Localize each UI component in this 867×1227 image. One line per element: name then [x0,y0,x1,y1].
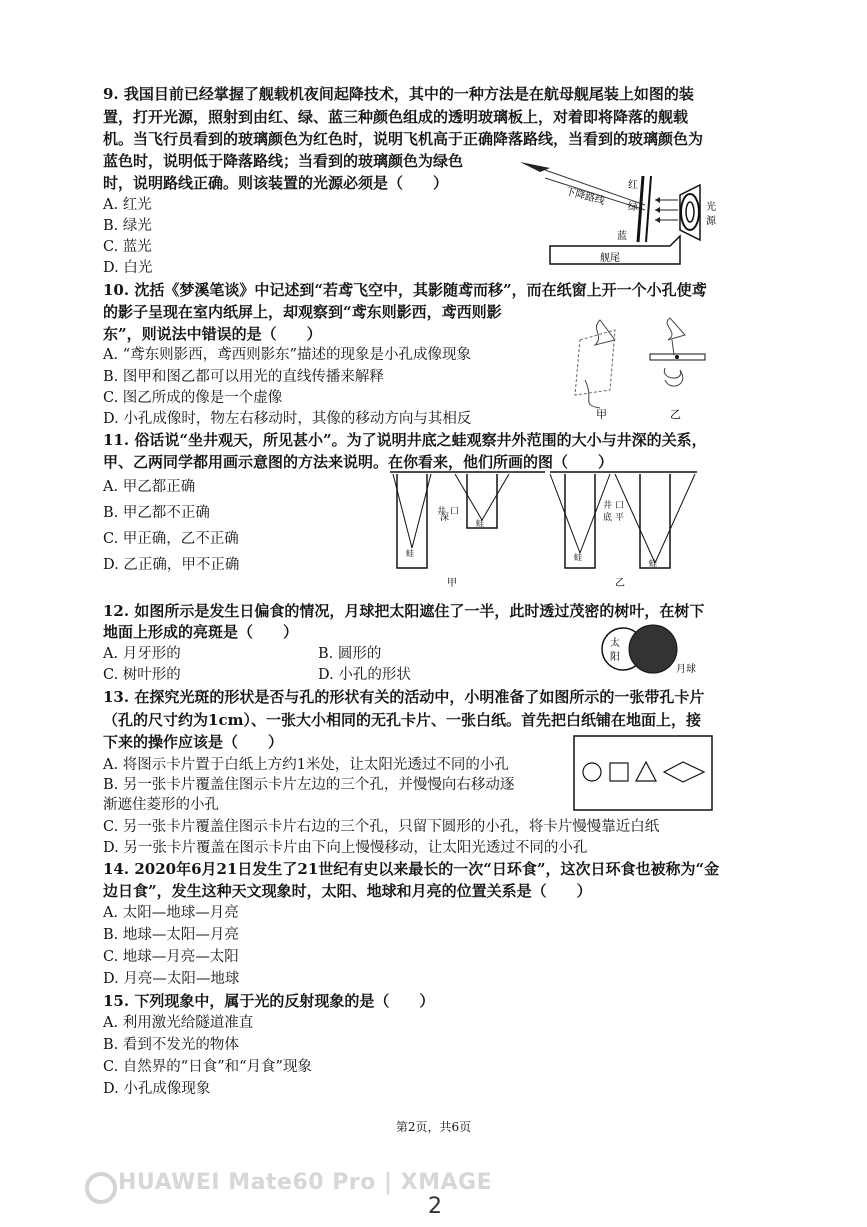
q13-line-1: 13. 在探究光斑的形状是否与孔的形状有关的活动中，小明准备了如图所示的一张带孔卡片 [103,688,705,706]
q10-option-a: A. “鸢东则影西，鸢西则影东”描述的现象是小孔成像现象 [103,347,472,363]
q10-line-1: 10. 沈括《梦溪笔谈》中记述到“若鸢飞空中，其影随鸢而移”，而在纸窗上开一个小孔使鸢 [103,281,707,299]
q15-option-a: A. 利用激光给隧道准直 [103,1015,254,1031]
q14-option-b: B. 地球—太阳—月亮 [103,927,239,943]
q9-line-4: 蓝色时，说明低于降落路线；当看到的玻璃颜色为绿色 [103,152,464,170]
q9-label-blue: 蓝 [617,231,627,242]
q13-card-figure [572,734,714,812]
q11-line-1: 11. 俗话说“坐井观天，所见甚小”。为了说明井底之蛙观察井外范围的大小与井深的关系， [103,431,707,449]
q9-line-3: 机。当飞行员看到的玻璃颜色为红色时，说明飞机高于正确降落路线，当看到的玻璃颜色为 [103,130,704,148]
q9-option-a: A. 红光 [103,197,152,213]
q13-option-d: D. 另一张卡片覆盖在图示卡片由下向上慢慢移动，让太阳光透过不同的小孔 [103,840,588,856]
svg-text:深: 深 [440,513,450,523]
watermark-logo-icon [85,1172,117,1204]
q11-option-d: D. 乙正确，甲不正确 [103,557,240,573]
page-number: 2 [428,1194,442,1219]
q15-option-d: D. 小孔成像现象 [103,1081,211,1097]
svg-text:蛙: 蛙 [476,519,484,528]
q12-label-sun-2: 阳 [610,652,620,663]
q9-label-red: 红 [628,180,638,191]
q15-option-b: B. 看到不发光的物体 [103,1037,239,1053]
q9-line-2: 置，打开光源，照射到由红、绿、蓝三种颜色组成的透明玻璃板上，对着即将降落的舰载 [103,108,689,126]
q9-label-green: 绿 [628,202,638,213]
q13-option-b: B. 另一张卡片覆盖住图示卡片左边的三个孔，并慢慢向右移动逐 [103,777,515,793]
q14-line-2: 边日食”，发生这种天文现象时，太阳、地球和月亮的位置关系是（ ） [103,882,592,900]
q10-option-d: D. 小孔成像时，物左右移动时，其像的移动方向与其相反 [103,411,472,427]
q14-option-d: D. 月亮—太阳—地球 [103,971,240,987]
q9-option-c: C. 蓝光 [103,239,152,255]
q10-label-yi: 乙 [670,408,681,420]
q15-line-1: 15. 下列现象中，属于光的反射现象的是（ ） [103,992,435,1010]
page-footer: 第2页，共6页 [395,1120,472,1134]
q9-option-b: B. 绿光 [103,218,152,234]
q9-line-1: 9. 我国目前已经掌握了舰载机夜间起降技术，其中的一种方法是在航母舰尾装上如图的装 [103,85,694,103]
svg-text:口: 口 [448,506,458,515]
q11-well-figure [385,468,705,590]
q10-line-2: 的影子呈现在室内纸屏上，却观察到“鸢东则影西，鸢西则影 [103,303,502,321]
q9-label-stern: 舰尾 [600,253,620,264]
q13-option-c: C. 另一张卡片覆盖住图示卡片右边的三个孔，只留下圆形的小孔，将卡片慢慢靠近白纸 [103,819,660,835]
q11-option-b: B. 甲乙都不正确 [103,505,210,521]
svg-text:蛙: 蛙 [406,549,414,558]
q9-label-source-1: 光 [706,202,716,213]
q13-option-a: A. 将图示卡片置于白纸上方约1米处，让太阳光透过不同的小孔 [103,757,509,773]
q10-label-jia: 甲 [596,408,607,420]
svg-text:平: 平 [615,513,625,523]
q11-label-1: 井 [435,506,445,515]
svg-text:底: 底 [603,513,613,523]
q12-option-c: C. 树叶形的 [103,667,181,683]
q12-option-a: A. 月牙形的 [103,646,181,662]
q12-line-1: 12. 如图所示是发生日偏食的情况，月球把太阳遮住了一半，此时透过茂密的树叶，在树下 [103,602,705,620]
q14-option-c: C. 地球—月亮—太阳 [103,949,239,965]
q13-line-3: 下来的操作应该是（ ） [103,733,284,751]
q12-option-d: D. 小孔的形状 [318,667,411,683]
svg-text:井: 井 [603,501,613,511]
q11-label-yi: 乙 [615,578,625,589]
q11-option-a: A. 甲乙都正确 [103,479,196,495]
q10-option-b: B. 图甲和图乙都可以用光的直线传播来解释 [103,369,384,385]
svg-text:口: 口 [615,501,625,511]
q11-line-2: 甲、乙两同学都用画示意图的方法来说明。在你看来，他们所画的图（ ） [103,453,614,471]
q9-landing-figure [510,150,725,268]
q12-label-sun-1: 太 [610,638,620,649]
q10-kite-figure [560,310,720,420]
q12-option-b: B. 圆形的 [318,646,382,662]
svg-text:蛙: 蛙 [574,553,582,562]
q13-option-b-cont: 渐遮住菱形的小孔 [103,797,219,813]
q10-line-3: 东”，则说法中错误的是（ ） [103,325,322,343]
q9-label-source-2: 源 [706,216,716,227]
q9-option-d: D. 白光 [103,260,153,276]
svg-text:蛙: 蛙 [649,559,657,568]
q12-eclipse-figure [598,622,708,678]
q11-label-jia: 甲 [447,578,457,589]
q10-option-c: C. 图乙所成的像是一个虚像 [103,390,283,406]
q13-line-2: （孔的尺寸约为1cm）、一张大小相同的无孔卡片、一张白纸。首先把白纸铺在地面上，接 [103,711,701,729]
q9-path-label: 下降路线 [564,186,606,208]
q12-label-moon: 月球 [676,664,696,675]
q14-line-1: 14. 2020年6月21日发生了21世纪有史以来最长的一次“日环食”，这次日环食也被称为“金 [103,860,720,878]
camera-watermark: HUAWEI Mate60 Pro | XMAGE [118,1170,493,1195]
q11-option-c: C. 甲正确，乙不正确 [103,531,239,547]
q9-line-5: 时，说明路线正确。则该装置的光源必须是（ ） [103,174,449,192]
q15-option-c: C. 自然界的“日食”和“月食”现象 [103,1059,312,1075]
q14-option-a: A. 太阳—地球—月亮 [103,905,239,921]
q12-line-2: 地面上形成的亮斑是（ ） [103,623,299,641]
